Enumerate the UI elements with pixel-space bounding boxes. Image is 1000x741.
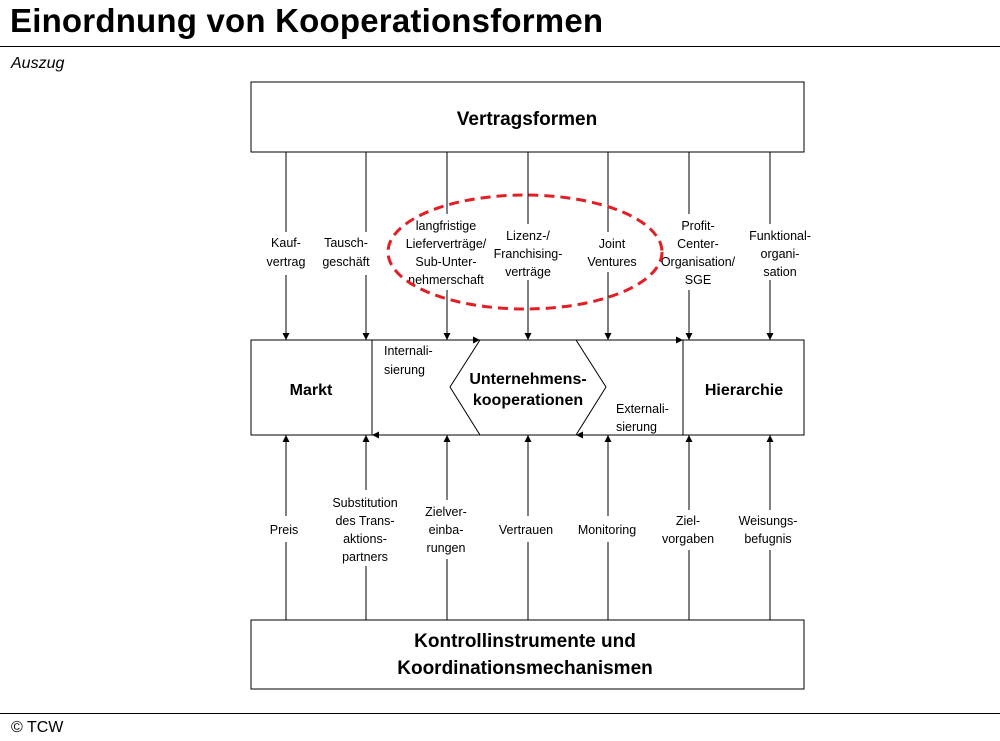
control-instruments-title-line-1: Kontrollinstrumente und [414,631,636,652]
control-label-substitution-1: Substitution [332,496,398,510]
control-label-zielvorgaben-1: Ziel- [675,514,701,528]
market-label: Markt [289,382,333,399]
control-label-zielvereinbarungen-2: einba- [428,523,464,537]
externalization-label-line-2: sierung [616,420,657,434]
contract-label-lizenz-2: Franchising- [493,247,563,261]
contract-label-liefervertraege-2: Lieferverträge/ [405,237,487,251]
control-instrument-labels [270,496,798,564]
contract-label-profit-center-1: Profit- [681,219,715,233]
control-label-substitution-3: aktions- [343,532,387,546]
footer-divider [0,713,1000,714]
control-label-weisungsbefugnis-2: befugnis [744,532,792,546]
control-label-zielvereinbarungen-3: rungen [426,541,466,555]
control-instruments-title-line-2: Koordinationsmechanismen [397,658,653,679]
contract-label-lizenz-3: verträge [505,265,551,279]
contract-label-liefervertraege-4: nehmerschaft [408,273,484,287]
control-label-monitoring: Monitoring [577,523,637,537]
page-subtitle: Auszug [11,55,65,72]
contract-forms-title: Vertragsformen [456,109,598,130]
contract-label-funktional-3: sation [763,265,797,279]
contract-label-tauschgeschaeft-2: geschäft [322,255,370,269]
control-label-preis: Preis [269,523,299,537]
contract-label-kaufvertrag-1: Kauf- [271,236,301,250]
contract-form-labels [267,219,811,287]
control-label-vertrauen: Vertrauen [498,523,554,537]
page-title: Einordnung von Kooperationsformen [10,2,604,39]
contract-label-kaufvertrag-2: vertrag [266,255,306,269]
contract-label-joint-ventures-1: Joint [598,237,626,251]
cooperation-label-line-2: kooperationen [472,392,584,409]
contract-label-liefervertraege-1: langfristige [415,219,477,233]
control-label-substitution-2: des Trans- [335,514,395,528]
control-label-weisungsbefugnis-1: Weisungs- [738,514,798,528]
hierarchy-label: Hierarchie [704,382,784,399]
contract-label-joint-ventures-2: Ventures [587,255,637,269]
contract-label-profit-center-3: Organisation/ [660,255,736,269]
internalization-label-line-2: sierung [384,363,425,377]
control-label-substitution-4: partners [342,550,388,564]
contract-label-liefervertraege-3: Sub-Unter- [415,255,477,269]
contract-label-funktional-2: organi- [760,247,800,261]
contract-label-profit-center-2: Center- [677,237,719,251]
control-label-zielvereinbarungen-1: Zielver- [425,505,467,519]
internalization-label-line-1: Internali- [384,344,433,358]
control-label-zielvorgaben-2: vorgaben [661,532,715,546]
copyright: © TCW [11,719,64,736]
externalization-label-line-1: Externali- [616,402,669,416]
contract-label-funktional-1: Funktional- [749,229,811,243]
contract-label-profit-center-4: SGE [684,273,712,287]
contract-label-tauschgeschaeft-1: Tausch- [324,236,368,250]
cooperation-label-line-1: Unternehmens- [469,371,587,388]
contract-label-lizenz-1: Lizenz-/ [506,229,550,243]
